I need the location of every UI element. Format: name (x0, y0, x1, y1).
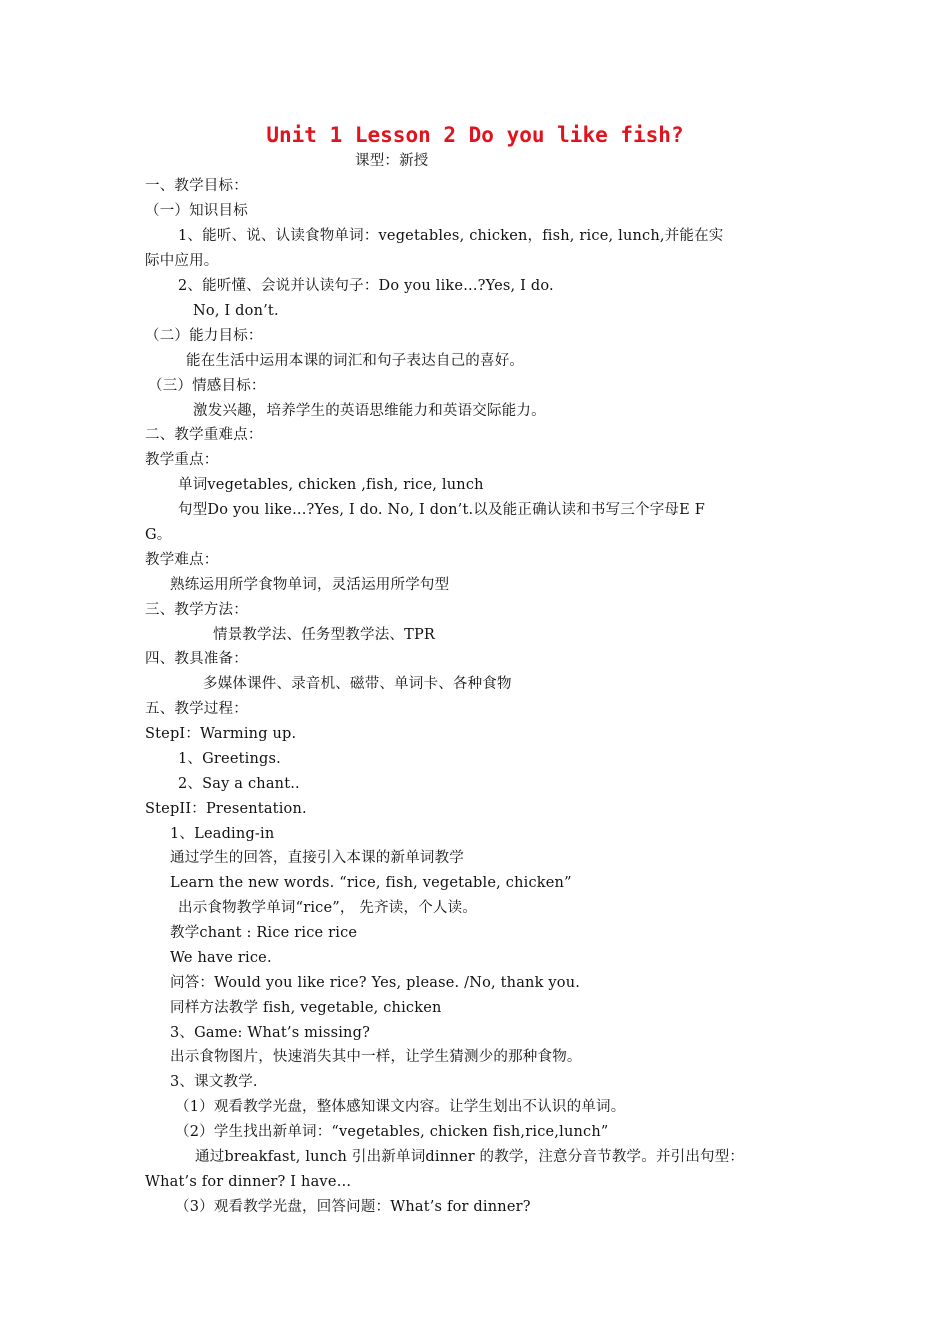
section-heading: 二、教学重难点： (145, 427, 263, 443)
step-heading: StepII：Presentation. (145, 801, 307, 817)
step-heading: StepI：Warming up. (145, 726, 297, 742)
text-line: 单词vegetables, chicken ,fish, rice, lunch (178, 477, 484, 493)
subsection-heading: （二）能力目标： (145, 328, 263, 344)
text-line: No, I don’t. (193, 303, 279, 319)
text-line: 出示食物图片，快速消失其中一样，让学生猜测少的那种食物。 (170, 1049, 582, 1065)
subsection-heading: 教学重点： (145, 452, 219, 468)
lesson-type: 课型：新授 (355, 153, 429, 169)
text-line: Learn the new words. “rice, fish, vegetable, chicken” (170, 875, 572, 891)
text-line: 问答：Would you like rice? Yes, please. /No, thank you. (170, 975, 581, 991)
text-line: 3、课文教学. (170, 1074, 258, 1090)
section-heading: 一、教学目标： (145, 178, 248, 194)
text-line: 句型Do you like...?Yes, I do. No, I don’t.以及能正确认读和书写三个字母E F (178, 502, 705, 518)
text-line: 出示食物教学单词“rice”， 先齐读，个人读。 (178, 900, 478, 916)
section-heading: 三、教学方法： (145, 602, 248, 618)
text-line: 同样方法教学 fish, vegetable, chicken (170, 1000, 442, 1016)
lesson-title: Unit 1 Lesson 2 Do you like fish? (266, 123, 684, 147)
text-line: 1、Leading-in (170, 826, 275, 842)
text-line: 通过学生的回答，直接引入本课的新单词教学 (170, 850, 464, 866)
subsection-heading: （一）知识目标 (145, 203, 248, 219)
text-line: 2、能听懂、会说并认读句子：Do you like...?Yes, I do. (178, 278, 554, 294)
text-line: 情景教学法、任务型教学法、TPR (213, 627, 436, 643)
text-line: 多媒体课件、录音机、磁带、单词卡、各种食物 (203, 676, 512, 692)
section-heading: 四、教具准备： (145, 651, 248, 667)
text-line: 教学chant : Rice rice rice (170, 925, 358, 941)
text-line: （2）学生找出新单词：“vegetables, chicken fish,rice,lunch” (175, 1124, 609, 1140)
text-line: （1）观看教学光盘，整体感知课文内容。让学生划出不认识的单词。 (175, 1099, 626, 1115)
text-line: 能在生活中运用本课的词汇和句子表达自己的喜好。 (186, 353, 525, 369)
subsection-heading: （三）情感目标： (148, 378, 266, 394)
text-line: G。 (145, 527, 172, 543)
text-line: 激发兴趣，培养学生的英语思维能力和英语交际能力。 (193, 403, 546, 419)
text-line: 1、能听、说、认读食物单词：vegetables, chicken，fish, rice, lunch,并能在实 (178, 228, 724, 244)
subsection-heading: 教学难点： (145, 552, 219, 568)
text-line: 1、Greetings. (178, 751, 281, 767)
text-line: （3）观看教学光盘，回答问题：What’s for dinner? (175, 1199, 531, 1215)
text-line: 通过breakfast, lunch 引出新单词dinner 的教学，注意分音节教学。并引出句型： (195, 1149, 745, 1165)
text-line: 熟练运用所学食物单词，灵活运用所学句型 (170, 577, 450, 593)
text-line: 2、Say a chant.. (178, 776, 300, 792)
text-line: We have rice. (170, 950, 272, 966)
text-line: What’s for dinner? I have… (145, 1174, 352, 1190)
section-heading: 五、教学过程： (145, 701, 248, 717)
text-line: 际中应用。 (145, 253, 219, 269)
text-line: 3、Game: What’s missing? (170, 1025, 371, 1041)
